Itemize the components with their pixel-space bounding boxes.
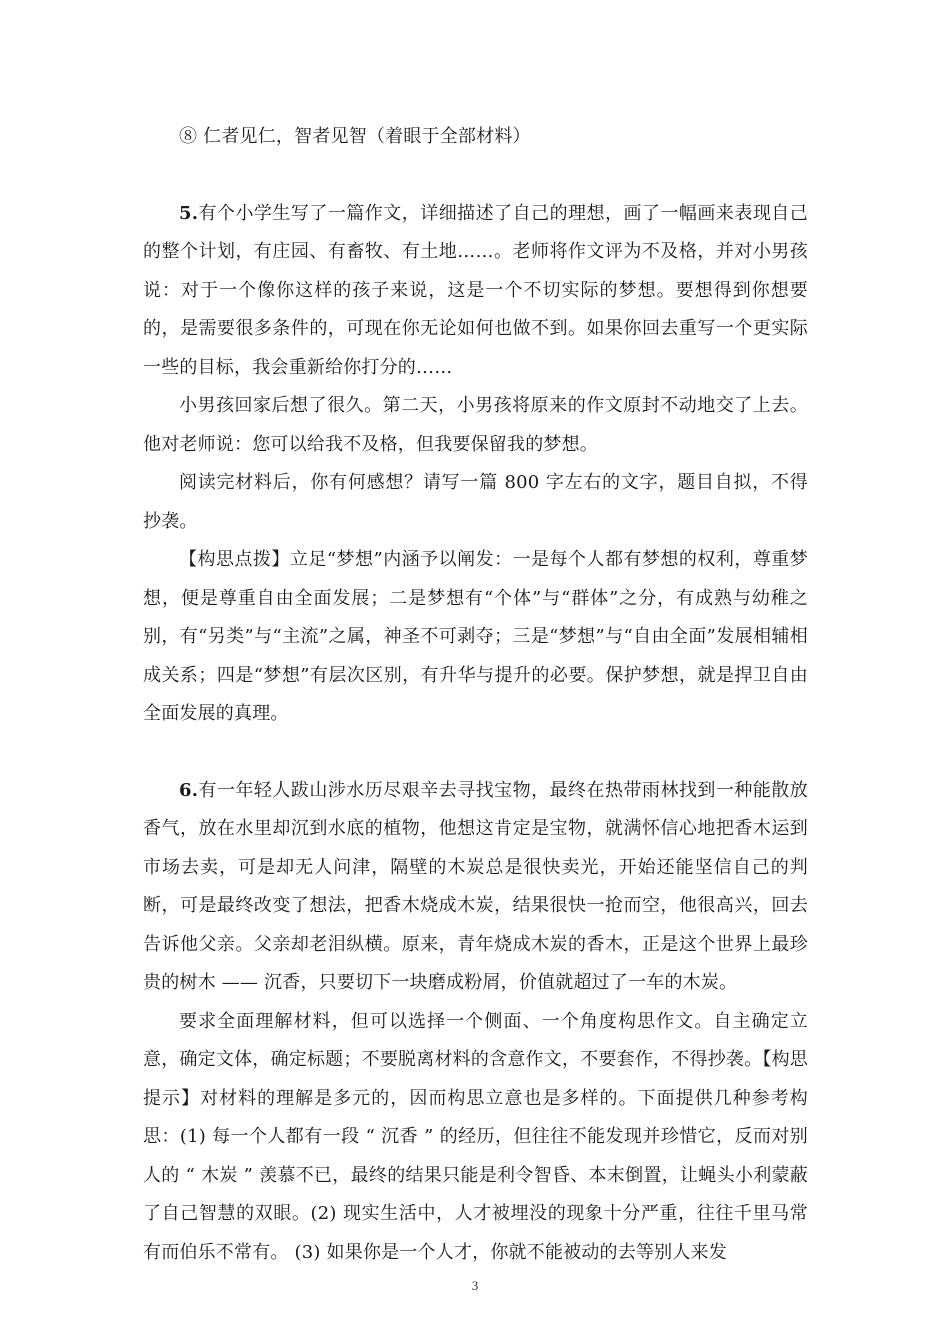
question-6-text-1: 有一年轻人跋山涉水历尽艰辛去寻找宝物，最终在热带雨林找到一种能散放香气，放在水里却沉到水底的植物，他想这肯定是宝物，就满怀信心地把香木运到市场去卖，可是却无人问津，隔壁的木炭总是很快卖光，开始还能坚信自己的判断，可是最终改变了想法，把香木烧成木炭，结果很快一抢而空，他很高兴，回去告诉他父亲。父亲却老泪纵横。原来，青年烧成木炭的香木，正是这个世界上最珍贵的树木 —— 沉香，只要切下一块磨成粉屑，价值就超过了一车的木炭。 — [143, 779, 808, 993]
question-5-text-1: 有个小学生写了一篇作文，详细描述了自己的理想，画了一幅画来表现自己的整个计划，有庄园、有畜牧、有土地……。老师将作文评为不及格，并对小男孩说：对于一个像你这样的孩子来说，这是一个不切实际的梦想。要想得到你想要的，是需要很多条件的，可现在你无论如何也做不到。如果你回去重写一个更实际一些的目标，我会重新给你打分的…… — [143, 202, 808, 378]
question-6-number: 6. — [179, 779, 199, 801]
question-5-number: 5. — [179, 202, 199, 224]
document-body — [143, 118, 808, 1272]
section-spacer — [143, 734, 808, 772]
item-8-text: ⑧ 仁者见仁，智者见智（着眼于全部材料） — [179, 126, 531, 147]
question-6 — [143, 772, 808, 1273]
page-number: 3 — [471, 1278, 479, 1293]
question-6-text-2: 要求全面理解材料，但可以选择一个侧面、一个角度构思作文。自主确定立意，确定文体，确定标题；不要脱离材料的含意作文，不要套作，不得抄袭。【构思提示】对材料的理解是多元的，因而构思立意也是多样的。下面提供几种参考构思：(1) 每一个人都有一段 “ 沉香 ” 的经历，但往往不能发现并珍惜它，反而对别人的 “ 木炭 ” 羡慕不已，最终的结果只能是利令智昏、本末倒置，让蝇头小利蒙蔽了自己智慧的双眼。(2) 现实生活中，人才被埋没的现象十分严重，往往千里马常有而伯乐不常有。 (3) 如果你是一个人才，你就不能被动的去等别人来发 — [143, 1010, 808, 1263]
question-6-paragraph-1 — [143, 772, 808, 1003]
question-5-paragraph-3 — [143, 464, 808, 541]
question-5-paragraph-1 — [143, 195, 808, 388]
question-5-text-2: 小男孩回家后想了很久。第二天，小男孩将原来的作文原封不动地交了上去。他对老师说：您可以给我不及格，但我要保留我的梦想。 — [143, 395, 808, 455]
question-5-hint — [143, 541, 808, 734]
question-5-hint-text: 【构思点拨】立足“梦想”内涵予以阐发：一是每个人都有梦想的权利，尊重梦想，便是尊重自由全面发展；二是梦想有“个体”与“群体”之分，有成熟与幼稚之别，有“另类”与“主流”之属，神圣不可剥夺；三是“梦想”与“自由全面”发展相辅相成关系；四是“梦想”有层次区别，有升华与提升的必要。保护梦想，就是捍卫自由全面发展的真理。 — [143, 549, 808, 724]
list-item-8 — [143, 118, 808, 157]
question-5-text-3: 阅读完材料后，你有何感想？请写一篇 800 字左右的文字，题目自拟，不得抄袭。 — [143, 472, 808, 532]
question-5-paragraph-2 — [143, 387, 808, 464]
question-6-paragraph-2 — [143, 1003, 808, 1273]
question-5 — [143, 195, 808, 734]
